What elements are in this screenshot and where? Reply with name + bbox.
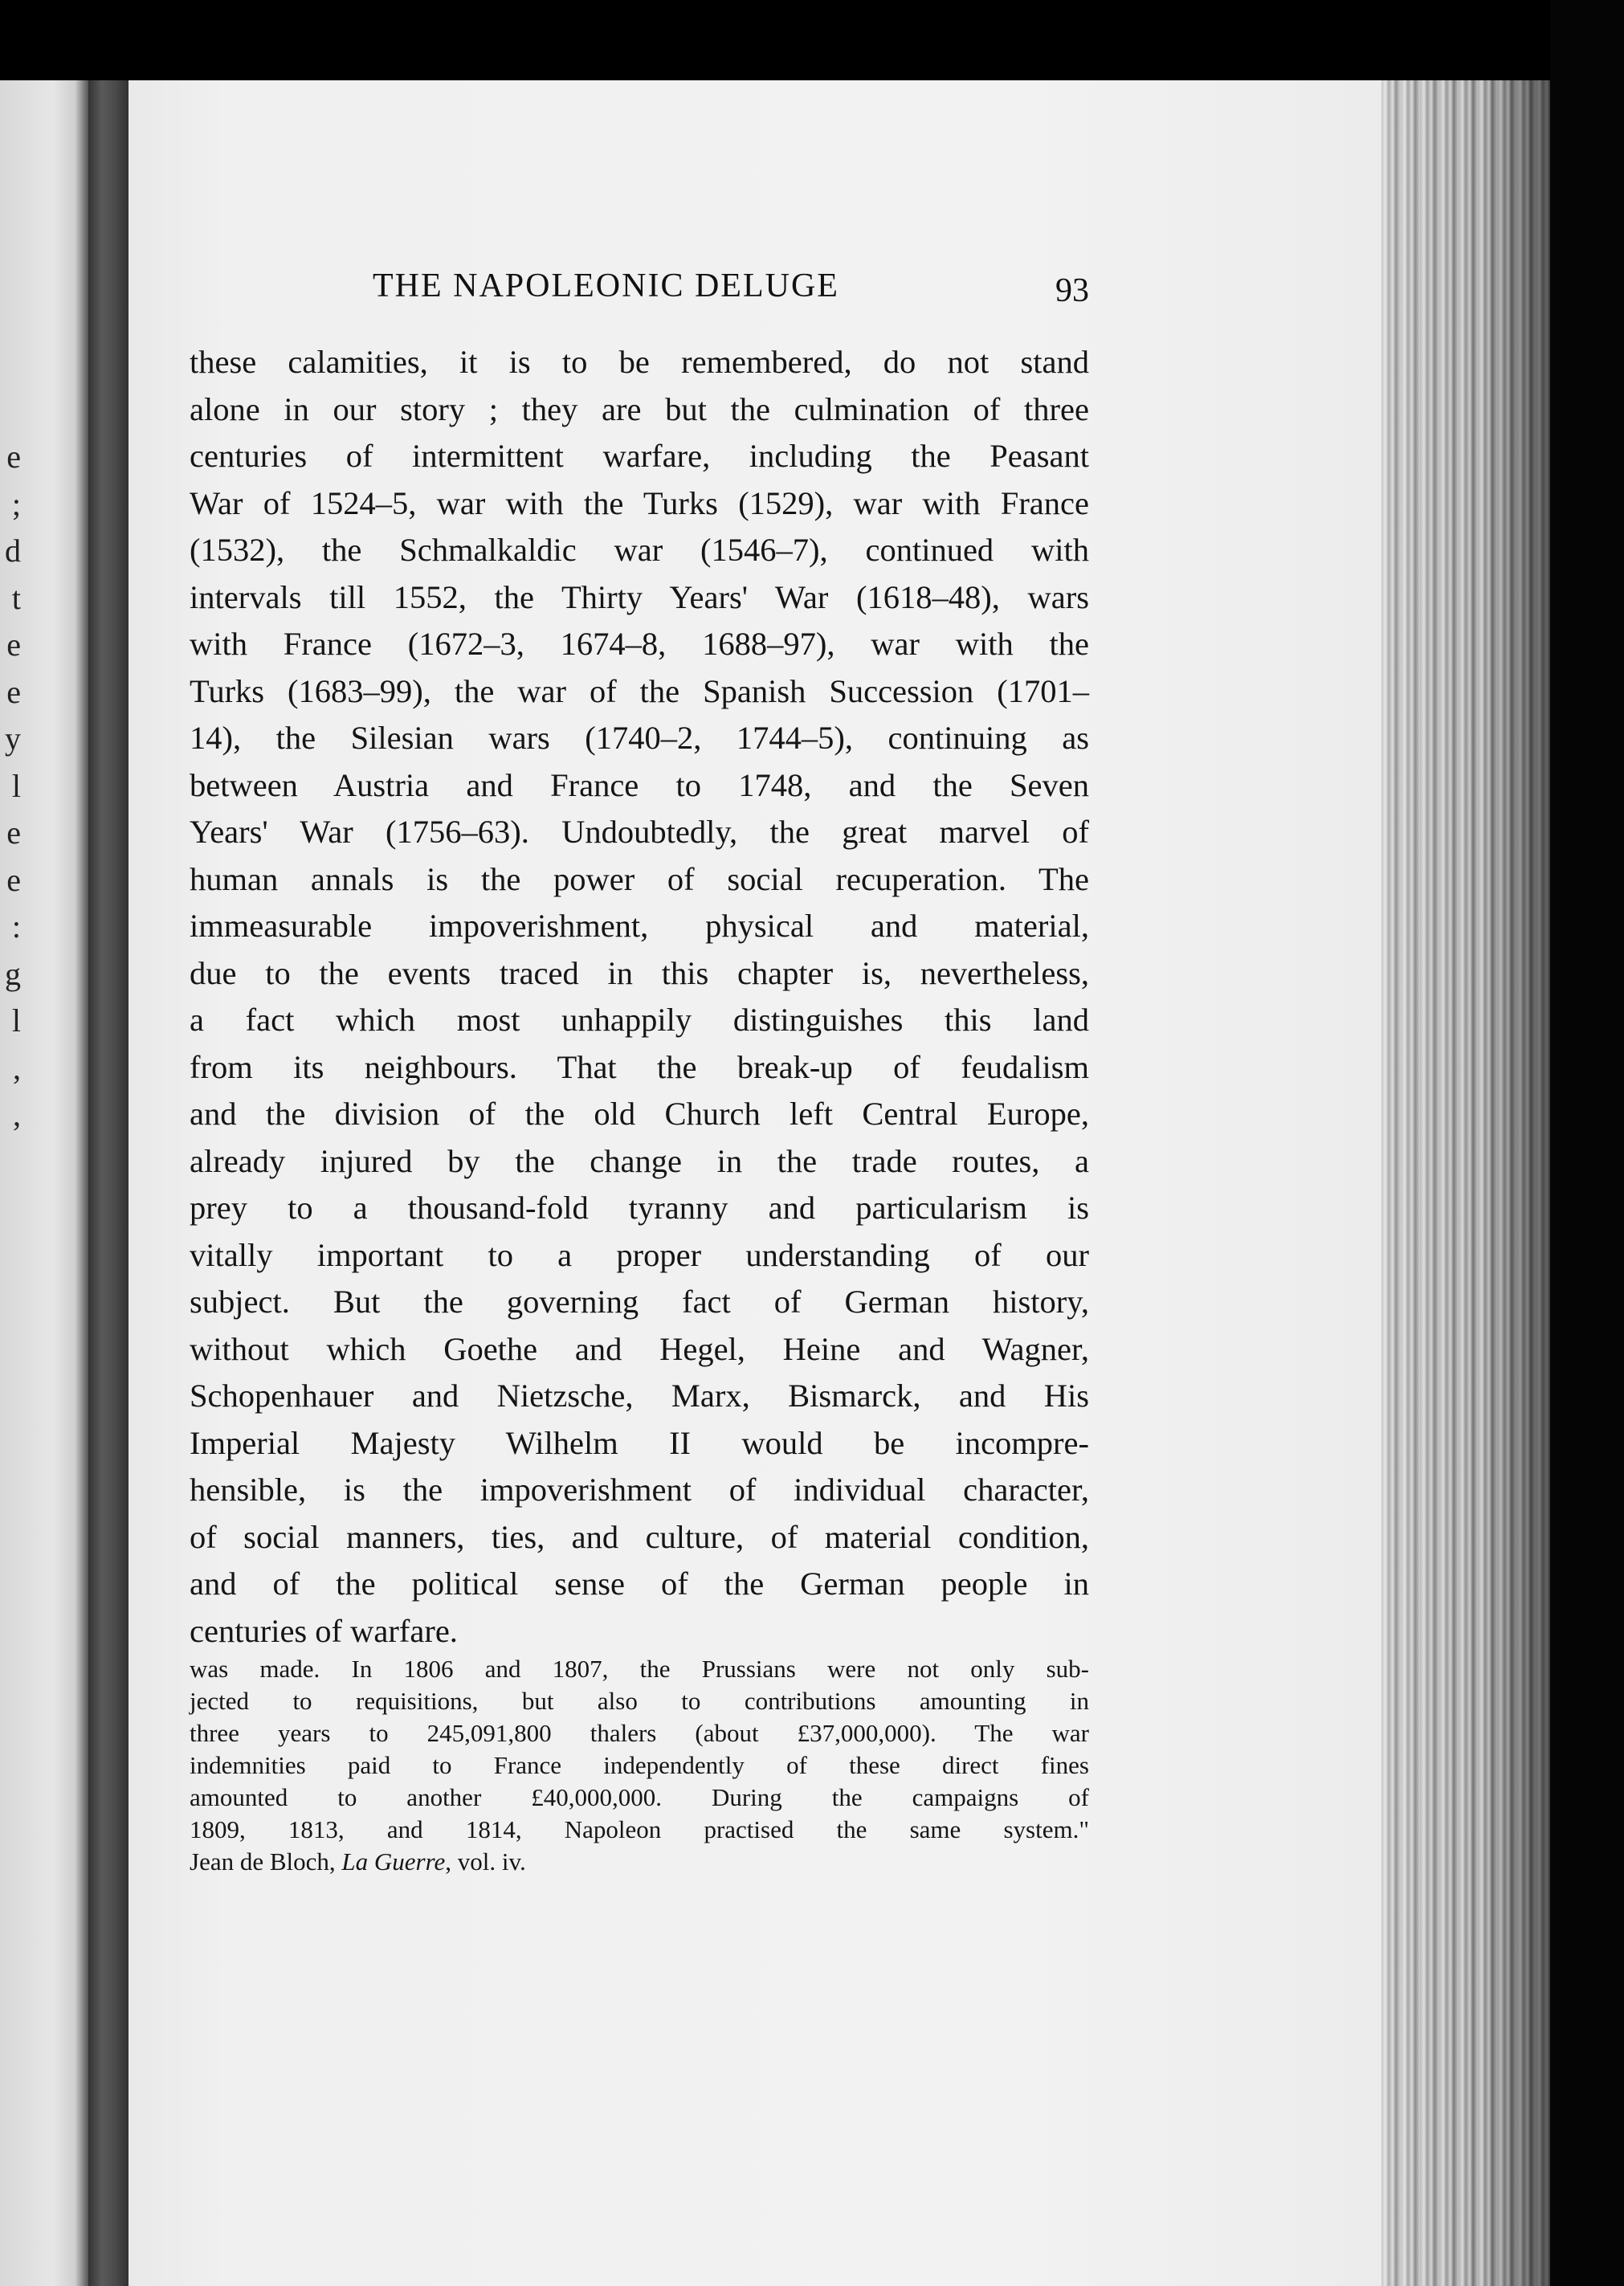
margin-glyph: l (11, 767, 21, 804)
margin-glyph: d (5, 533, 21, 569)
scan-background (1550, 0, 1624, 2286)
text-line: already injured by the change in the trade routes, a (190, 1142, 1089, 1179)
text-line: hensible, is the impoverishment of individual character, (190, 1472, 1089, 1508)
body-paragraph (190, 339, 1089, 1655)
text-line: centuries of intermittent warfare, including the Peasant (190, 438, 1089, 474)
text-line: and the division of the old Church left Central Europe, (190, 1096, 1089, 1132)
text-line: prey to a thousand-fold tyranny and particularism is (190, 1190, 1089, 1226)
page-stack-shadow (1381, 80, 1550, 2286)
page-number: 93 (1055, 272, 1089, 309)
text-line: between Austria and France to 1748, and the Seven (190, 766, 1089, 803)
footnote (190, 1653, 1089, 1878)
running-head (190, 267, 1089, 315)
text-line: War of 1524–5, war with the Turks (1529), war with France (190, 484, 1089, 521)
footnote-line: three years to 245,091,800 thalers (about £37,000,000). The war (190, 1719, 1089, 1747)
text-line: from its neighbours. That the break-up of feudalism (190, 1048, 1089, 1085)
margin-glyph: g (5, 955, 21, 992)
book-title-italic: La Guerre (341, 1847, 446, 1876)
margin-glyph: e (6, 627, 21, 663)
text-line: alone in our story ; they are but the culmination of three (190, 390, 1089, 427)
text-line: without which Goethe and Hegel, Heine and Wagner, (190, 1330, 1089, 1367)
facing-page-edge (0, 80, 88, 2286)
margin-glyph: e (6, 814, 21, 851)
text-line: a fact which most unhappily distinguishes this land (190, 1002, 1089, 1038)
text-line: Schopenhauer and Nietzsche, Marx, Bismarck, and His (190, 1378, 1089, 1414)
running-title: THE NAPOLEONIC DELUGE (373, 267, 839, 304)
margin-glyph: e (6, 861, 21, 898)
text-line: these calamities, it is to be remembered, do not stand (190, 344, 1089, 380)
text-line: human annals is the power of social recuperation. The (190, 860, 1089, 897)
margin-glyph: t (11, 579, 21, 616)
footnote-line: was made. In 1806 and 1807, the Prussians were not only sub- (190, 1655, 1089, 1683)
margin-glyph: ; (11, 485, 21, 522)
text-line: 14), the Silesian wars (1740–2, 1744–5), continuing as (190, 720, 1089, 756)
text-line: Turks (1683–99), the war of the Spanish Succession (1701– (190, 672, 1089, 709)
margin-glyph: e (6, 673, 21, 710)
text-line: immeasurable impoverishment, physical and material, (190, 908, 1089, 944)
footnote-line: 1809, 1813, and 1814, Napoleon practised the same system." (190, 1815, 1089, 1843)
margin-glyph: l (11, 1002, 21, 1039)
text-line: Imperial Majesty Wilhelm II would be incompre- (190, 1424, 1089, 1461)
text-line: and of the political sense of the German people in (190, 1566, 1089, 1602)
text-line: intervals till 1552, the Thirty Years' War (1618–48), wars (190, 578, 1089, 615)
footnote-line: indemnities paid to France independently of these direct fines (190, 1751, 1089, 1779)
footnote-line: amounted to another £40,000,000. During the campaigns of (190, 1783, 1089, 1811)
text-line: with France (1672–3, 1674–8, 1688–97), war with the (190, 626, 1089, 662)
text-line: Years' War (1756–63). Undoubtedly, the great marvel of (190, 814, 1089, 850)
facing-page-cut-text (0, 434, 21, 1139)
margin-glyph: y (5, 720, 21, 757)
book-spine-gutter (88, 80, 133, 2286)
text-line: centuries of warfare. (190, 1612, 458, 1649)
margin-glyph: : (11, 908, 21, 945)
margin-glyph: , (13, 1096, 21, 1133)
text-line: vitally important to a proper understanding of our (190, 1236, 1089, 1273)
text-line: due to the events traced in this chapter is, nevertheless, (190, 954, 1089, 991)
text-line: subject. But the governing fact of German history, (190, 1284, 1089, 1320)
text-line: of social manners, ties, and culture, of material condition, (190, 1518, 1089, 1555)
footnote-line: Jean de Bloch, La Guerre, vol. iv. (190, 1847, 526, 1876)
footnote-line: jected to requisitions, but also to contributions amounting in (190, 1687, 1089, 1715)
margin-glyph: , (13, 1049, 21, 1086)
text-line: (1532), the Schmalkaldic war (1546–7), continued with (190, 532, 1089, 568)
margin-glyph: e (6, 439, 21, 475)
